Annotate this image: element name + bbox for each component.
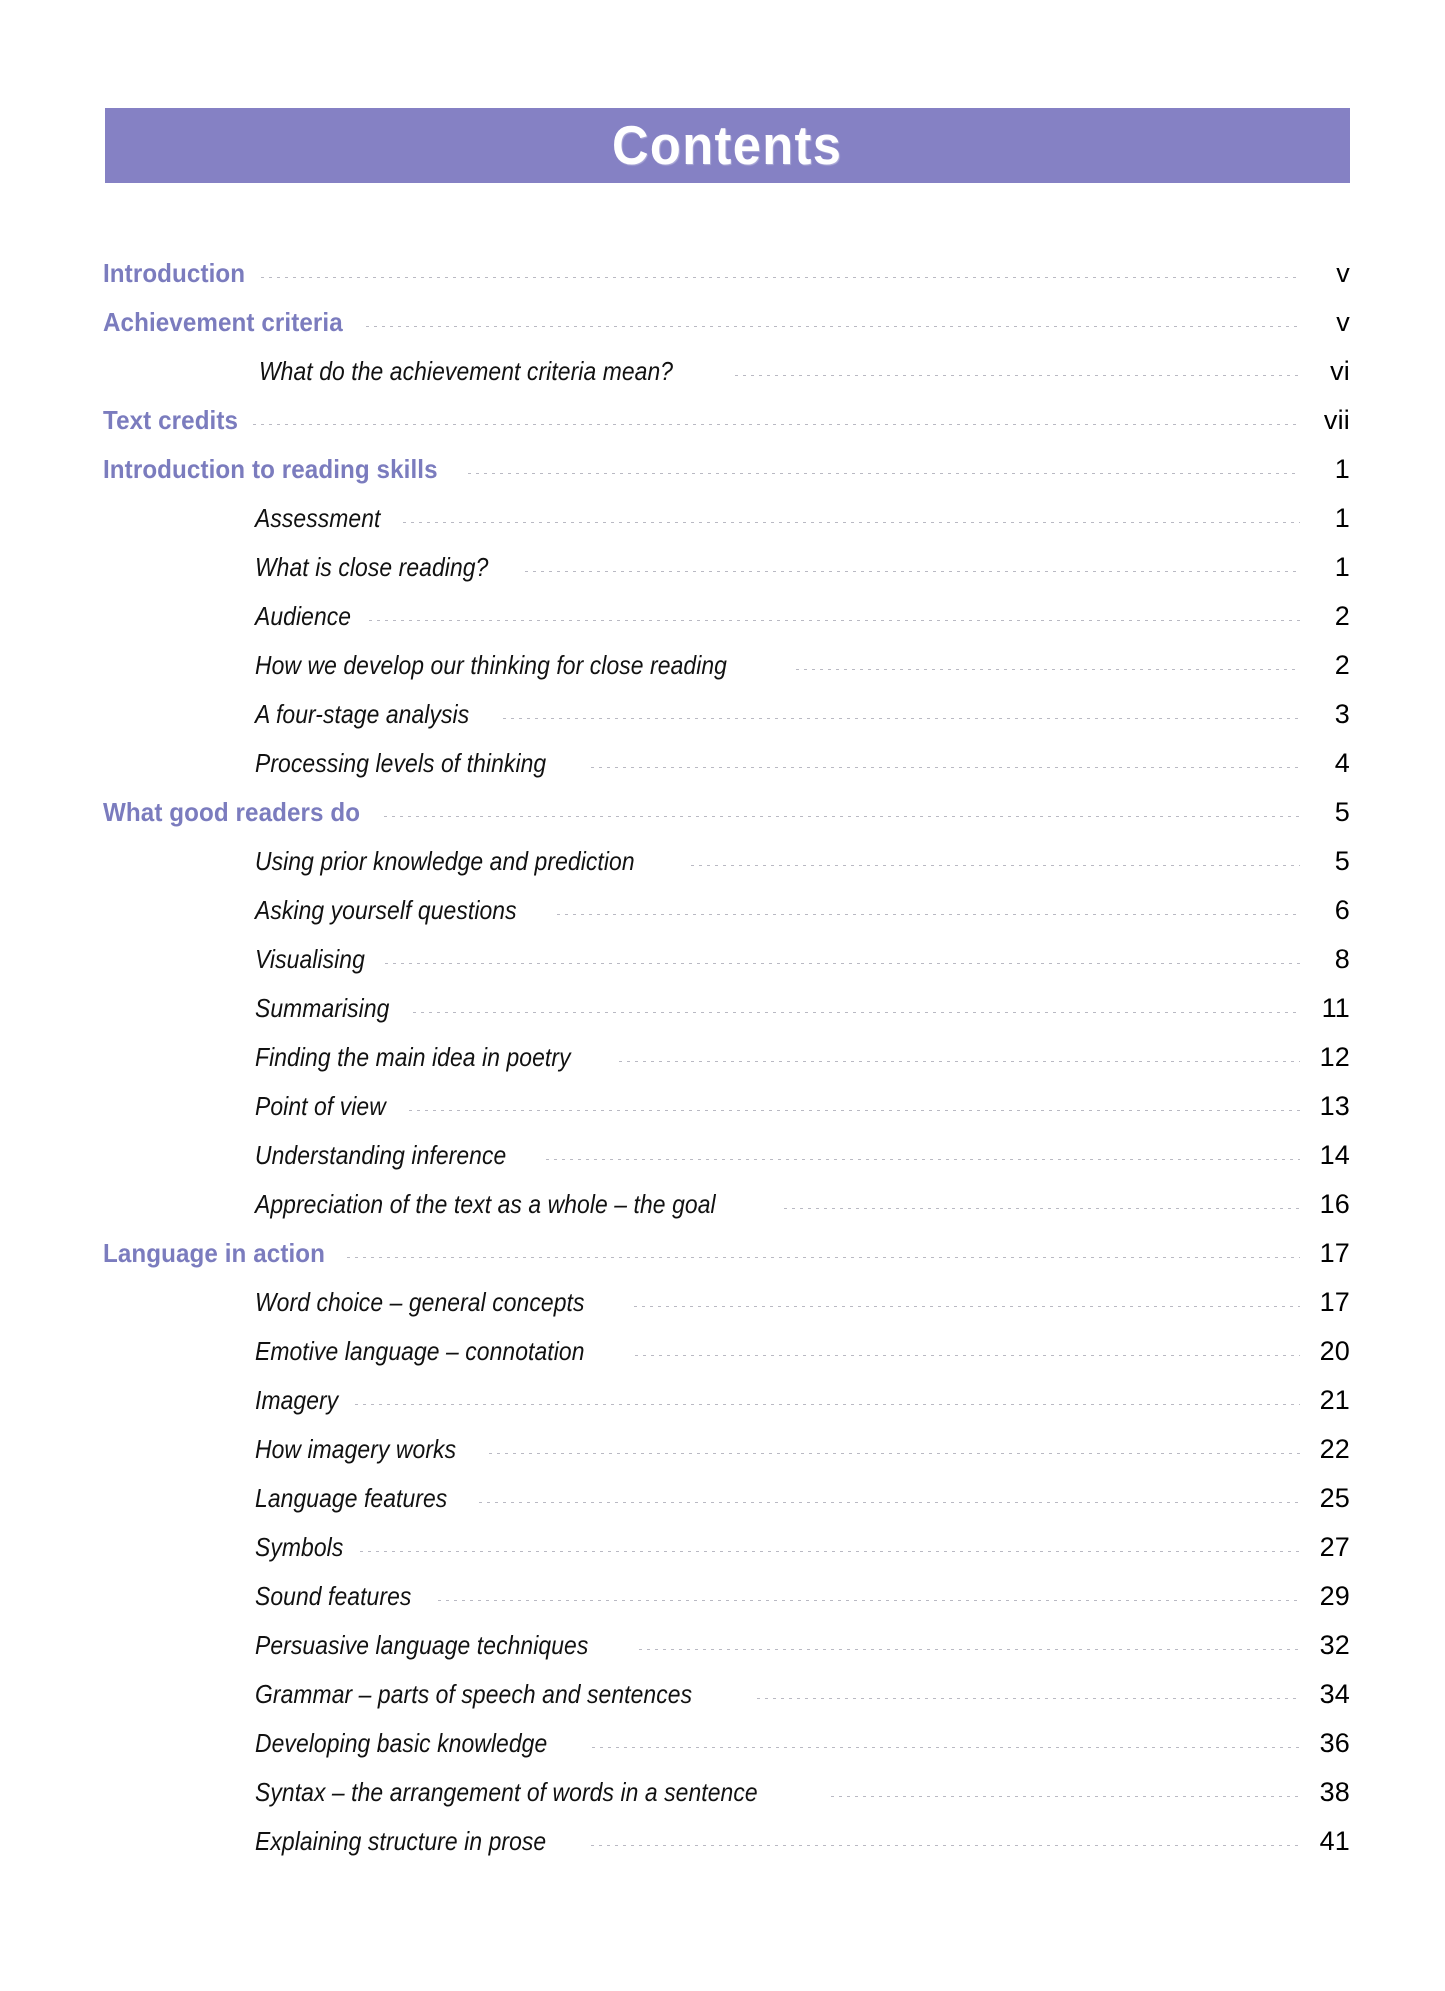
toc-dot-leader	[796, 669, 1300, 670]
toc-entry-page-number: 1	[1334, 454, 1350, 484]
toc-entry[interactable]	[0, 1434, 1445, 1483]
toc-entry-label: Using prior knowledge and prediction	[255, 846, 635, 876]
toc-entry-label: Processing levels of thinking	[255, 748, 547, 778]
toc-entry-page-number: 38	[1319, 1777, 1350, 1807]
page-title: Contents	[612, 114, 843, 176]
toc-dot-leader	[360, 1551, 1300, 1552]
toc-dot-leader	[619, 1061, 1300, 1062]
toc-entry[interactable]	[0, 1630, 1445, 1679]
toc-entry-label: Grammar – parts of speech and sentences	[255, 1679, 693, 1709]
toc-entry-label: Asking yourself questions	[255, 895, 517, 925]
toc-entry-label: How we develop our thinking for close reading	[255, 650, 727, 680]
toc-dot-leader	[591, 1845, 1300, 1846]
toc-entry-page-number: 21	[1319, 1385, 1350, 1415]
toc-dot-leader	[503, 718, 1300, 719]
toc-entry[interactable]	[0, 1140, 1445, 1189]
toc-entry-label: Assessment	[255, 503, 381, 533]
toc-dot-leader	[385, 963, 1300, 964]
toc-entry-page-number: 17	[1319, 1287, 1350, 1317]
toc-dot-leader	[525, 571, 1300, 572]
toc-dot-leader	[479, 1502, 1300, 1503]
table-of-contents	[0, 258, 1445, 1875]
toc-entry-page-number: 14	[1319, 1140, 1350, 1170]
toc-entry[interactable]	[0, 1042, 1445, 1091]
toc-entry-page-number: 8	[1334, 944, 1350, 974]
toc-entry-label: What good readers do	[103, 797, 361, 827]
toc-entry-page-number: 17	[1319, 1238, 1350, 1268]
toc-entry-label: Explaining structure in prose	[255, 1826, 547, 1856]
toc-entry-page-number: 2	[1334, 601, 1350, 631]
toc-entry-page-number: 2	[1334, 650, 1350, 680]
toc-entry[interactable]	[0, 1238, 1445, 1287]
toc-dot-leader	[635, 1355, 1301, 1356]
toc-entry[interactable]	[0, 797, 1445, 846]
toc-entry-page-number: 12	[1319, 1042, 1350, 1072]
toc-entry-page-number: 32	[1319, 1630, 1350, 1660]
toc-entry[interactable]	[0, 552, 1445, 601]
toc-entry-label: Text credits	[103, 405, 239, 435]
toc-dot-leader	[355, 1404, 1300, 1405]
toc-entry-page-number: 27	[1319, 1532, 1350, 1562]
toc-entry[interactable]	[0, 895, 1445, 944]
toc-entry-page-number: 20	[1319, 1336, 1350, 1366]
toc-dot-leader	[591, 767, 1300, 768]
toc-entry-label: What is close reading?	[255, 552, 489, 582]
toc-entry-label: Visualising	[255, 944, 365, 974]
toc-entry-label: Understanding inference	[255, 1140, 507, 1170]
toc-entry[interactable]	[0, 307, 1445, 356]
toc-entry-page-number: 41	[1319, 1826, 1350, 1856]
toc-entry-page-number: v	[1336, 307, 1350, 337]
toc-entry-label: Appreciation of the text as a whole – the goal	[255, 1189, 716, 1219]
toc-entry-page-number: 36	[1319, 1728, 1350, 1758]
toc-entry-label: Language in action	[103, 1238, 326, 1268]
toc-entry-page-number: 16	[1319, 1189, 1350, 1219]
toc-entry-label: Language features	[255, 1483, 448, 1513]
toc-entry-label: Finding the main idea in poetry	[255, 1042, 571, 1072]
toc-entry-label: Developing basic knowledge	[255, 1728, 548, 1758]
toc-dot-leader	[261, 277, 1300, 278]
toc-entry-page-number: 5	[1334, 846, 1350, 876]
toc-dot-leader	[413, 1012, 1300, 1013]
toc-entry[interactable]	[0, 1679, 1445, 1728]
toc-dot-leader	[634, 1306, 1300, 1307]
toc-entry-page-number: 13	[1319, 1091, 1350, 1121]
toc-entry-page-number: v	[1336, 258, 1350, 288]
toc-entry[interactable]	[0, 405, 1445, 454]
toc-dot-leader	[384, 816, 1300, 817]
toc-entry-page-number: 22	[1319, 1434, 1350, 1464]
toc-entry[interactable]	[0, 1728, 1445, 1777]
toc-entry-page-number: 1	[1334, 503, 1350, 533]
toc-entry-page-number: 25	[1319, 1483, 1350, 1513]
toc-entry-label: Symbols	[255, 1532, 344, 1562]
toc-dot-leader	[438, 1600, 1300, 1601]
toc-entry[interactable]	[0, 258, 1445, 307]
toc-entry[interactable]	[0, 1189, 1445, 1238]
toc-entry-label: Word choice – general concepts	[255, 1287, 585, 1317]
toc-entry-page-number: 3	[1334, 699, 1350, 729]
toc-dot-leader	[546, 1159, 1300, 1160]
toc-entry[interactable]	[0, 454, 1445, 503]
toc-entry[interactable]	[0, 993, 1445, 1042]
toc-entry-page-number: vi	[1330, 356, 1350, 386]
toc-entry-label: A four-stage analysis	[255, 699, 470, 729]
toc-entry[interactable]	[0, 1826, 1445, 1875]
toc-entry-label: Introduction to reading skills	[103, 454, 438, 484]
toc-dot-leader	[691, 865, 1300, 866]
toc-dot-leader	[592, 1747, 1300, 1748]
toc-dot-leader	[403, 522, 1300, 523]
toc-dot-leader	[468, 473, 1300, 474]
toc-entry-label: Imagery	[255, 1385, 339, 1415]
toc-entry[interactable]	[0, 1581, 1445, 1630]
toc-dot-leader	[489, 1453, 1300, 1454]
toc-entry[interactable]	[0, 1483, 1445, 1532]
toc-entry[interactable]	[0, 601, 1445, 650]
toc-entry-label: Persuasive language techniques	[255, 1630, 589, 1660]
toc-entry-label: How imagery works	[255, 1434, 457, 1464]
toc-entry-label: Audience	[255, 601, 352, 631]
toc-dot-leader	[366, 326, 1300, 327]
toc-dot-leader	[784, 1208, 1301, 1209]
toc-entry-page-number: 5	[1334, 797, 1350, 827]
toc-entry[interactable]	[0, 503, 1445, 552]
toc-entry[interactable]	[0, 356, 1445, 405]
toc-entry-page-number: 6	[1334, 895, 1350, 925]
toc-entry[interactable]	[0, 650, 1445, 699]
toc-entry-page-number: 29	[1319, 1581, 1350, 1611]
toc-entry[interactable]	[0, 699, 1445, 748]
toc-entry[interactable]	[0, 1385, 1445, 1434]
toc-entry-label: What do the achievement criteria mean?	[259, 356, 674, 386]
toc-entry-page-number: 11	[1321, 993, 1350, 1023]
toc-dot-leader	[735, 375, 1300, 376]
toc-entry-page-number: 4	[1334, 748, 1350, 778]
toc-dot-leader	[409, 1110, 1300, 1111]
toc-dot-leader	[831, 1796, 1300, 1797]
toc-entry[interactable]	[0, 944, 1445, 993]
toc-entry-label: Sound features	[255, 1581, 412, 1611]
toc-entry-label: Point of view	[255, 1091, 386, 1121]
toc-entry[interactable]	[0, 1336, 1445, 1385]
toc-dot-leader	[253, 424, 1300, 425]
toc-entry-label: Achievement criteria	[103, 307, 343, 337]
toc-entry-page-number: vii	[1323, 405, 1350, 435]
toc-entry-label: Syntax – the arrangement of words in a sentence	[255, 1777, 758, 1807]
toc-dot-leader	[639, 1649, 1300, 1650]
toc-entry[interactable]	[0, 1777, 1445, 1826]
contents-header-band	[105, 108, 1350, 183]
toc-dot-leader	[347, 1257, 1300, 1258]
toc-entry-label: Emotive language – connotation	[255, 1336, 585, 1366]
toc-dot-leader	[369, 620, 1300, 621]
toc-entry-label: Introduction	[103, 258, 246, 288]
toc-dot-leader	[557, 914, 1300, 915]
toc-entry[interactable]	[0, 1532, 1445, 1581]
toc-entry-label: Summarising	[255, 993, 390, 1023]
toc-dot-leader	[757, 1698, 1300, 1699]
toc-entry-page-number: 34	[1319, 1679, 1350, 1709]
toc-entry[interactable]	[0, 846, 1445, 895]
toc-entry[interactable]	[0, 1091, 1445, 1140]
toc-entry[interactable]	[0, 748, 1445, 797]
toc-entry[interactable]	[0, 1287, 1445, 1336]
toc-entry-page-number: 1	[1334, 552, 1350, 582]
